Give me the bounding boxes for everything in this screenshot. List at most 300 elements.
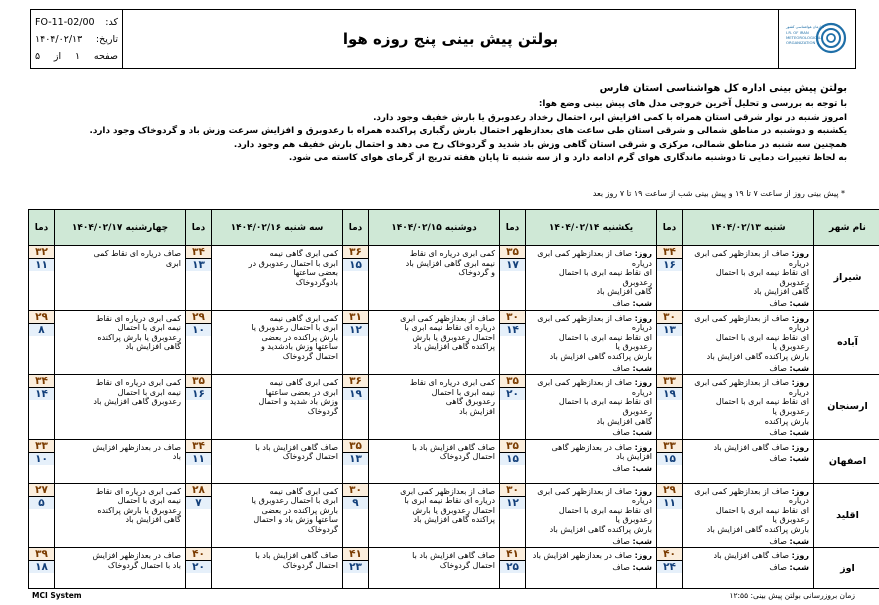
night-label: شب: [632,536,652,546]
forecast-text-line: پراکنده گاهی افزایش باد [413,515,495,525]
night-forecast [530,537,652,547]
night-forecast [687,299,809,309]
day-column-header: شنبه ۱۴۰۴/۰۲/۱۳ [683,210,814,246]
day-forecast [373,443,495,453]
day-forecast [530,443,652,462]
night-label: شب: [632,562,652,572]
day-forecast [373,551,495,561]
forecast-text-line: ای نقاط نیمه ابری با احتمال رعدوبرق یا [558,332,652,352]
logo-line1: I.R. OF IRAN [786,30,809,35]
max-temperature: ۳۵ [500,440,525,453]
system-name: MCI System [32,591,82,600]
page-label: صفحه [93,51,118,62]
min-temperature: ۱۱ [186,453,211,465]
day-column-header: دوشنبه ۱۴۰۴/۰۲/۱۵ [369,210,500,246]
day-label: روز: [634,486,652,496]
min-temperature: ۸ [29,324,54,336]
forecast-text-line: صاف از بعدازظهر کمی ابری [400,313,495,323]
forecast-description [683,375,814,440]
day-label: روز: [791,551,809,561]
forecast-text-line: ای نقاط نیمه ابری با احتمال رعدوبرق یا [715,332,809,352]
temperature-cell [186,548,212,589]
temp-column-header: دما [343,210,369,246]
forecast-table [28,209,879,589]
temperature-cell [500,439,526,483]
intro-line: به لحاظ تغییرات دمایی تا دوشنبه ماندگاری هوای گرم ادامه دارد و از سه شنبه تا پایان هفته تدریج از گرمای هوای کاسته می شود. [288,153,847,164]
forecast-text-line: بعضی ساعتها [293,268,338,278]
min-temperature: ۲۰ [186,561,211,573]
forecast-text-line: احتمال گردوخاک [282,452,338,462]
intro-line: با توجه به بررسی و تحلیل آخرین خروجی مدل های پیش بینی وضع هوا: [538,99,847,109]
forecast-description [683,483,814,548]
night-forecast [687,364,809,374]
forecast-text-line: وزش باد شدید و احتمال [258,397,338,407]
temperature-box [186,548,211,573]
temperature-box [186,440,211,465]
forecast-text-line: نیمه ابری با احتمال [117,496,181,506]
min-temperature: ۱۹ [657,388,682,400]
forecast-text-line: ابری با احتمال رعدوبرق در [248,258,338,268]
min-temperature: ۲۴ [657,561,682,573]
code-row [35,14,118,31]
min-temperature: ۹ [343,497,368,509]
max-temperature: ۳۴ [29,375,54,388]
page-current: ۱ [74,51,81,62]
forecast-description [212,439,343,483]
max-temperature: ۳۰ [500,484,525,497]
forecast-text-line: صاف گاهی افزایش باد با [255,551,338,561]
temperature-box [343,484,368,509]
forecast-text-line: دریاره ای نقاط نیمه ابری با [404,496,495,506]
forecast-description [526,246,657,311]
day-column-header: چهارشنبه ۱۴۰۴/۰۲/۱۷ [55,210,186,246]
day-forecast [687,249,809,268]
night-value: صاف [612,536,630,546]
temperature-cell [657,483,683,548]
night-forecast [687,537,809,547]
day-forecast [59,378,181,388]
day-forecast [373,378,495,388]
day-column-header: یکشنبه ۱۴۰۴/۰۲/۱۴ [526,210,657,246]
forecast-description [369,439,500,483]
forecast-text-line: صاف در بعدازظهر افزایش باد [532,551,633,561]
table-row [29,483,879,548]
forecast-text-line: صاف از بعدازظهر کمی ابری دریاره [694,249,809,268]
temperature-cell [500,375,526,440]
temperature-cell [186,310,212,375]
forecast-text-line: صاف در بعدازظهر افزایش [92,551,181,561]
forecast-text-line: صاف از بعدازظهر کمی ابری [400,486,495,496]
min-temperature: ۱۵ [500,453,525,465]
forecast-text-line: صاف از بعدازظهر کمی ابری دریاره [537,249,652,268]
max-temperature: ۳۴ [186,440,211,453]
max-temperature: ۳۱ [343,311,368,324]
temperature-cell [343,246,369,311]
day-forecast [530,314,652,333]
forecast-text-line: گاهی افزایش باد [753,287,809,297]
temperature-box [29,440,54,465]
forecast-description [212,310,343,375]
day-label: روز: [634,551,652,561]
city-name: شیراز [814,246,879,311]
forecast-text-line: دریاره ای نقاط نیمه ابری با [404,323,495,333]
day-forecast [530,249,652,268]
forecast-text-line: کمی ابری دریاره ای نقاط [409,378,495,388]
day-forecast [373,314,495,324]
day-forecast [216,443,338,453]
min-temperature: ۷ [186,497,211,509]
forecast-description [55,375,186,440]
night-forecast [530,299,652,309]
max-temperature: ۳۴ [186,246,211,259]
forecast-text-line: گردوخاک [307,406,338,416]
city-column-header: نام شهر [814,210,879,246]
forecast-description [369,246,500,311]
forecast-text-line: احتمال گردوخاک [439,452,495,462]
day-forecast [59,443,181,453]
day-label: روز: [791,249,809,258]
min-temperature: ۱۰ [186,324,211,336]
night-value: صاف [769,454,787,464]
forecast-description [526,483,657,548]
forecast-description [526,310,657,375]
page-title: بولتن پیش بینی پنج روزه هوا [123,10,779,68]
max-temperature: ۳۹ [29,548,54,561]
temperature-box [500,375,525,400]
temperature-cell [29,548,55,589]
max-temperature: ۳۰ [657,311,682,324]
day-column-header: سه شنبه ۱۴۰۴/۰۲/۱۶ [212,210,343,246]
night-label: شب: [789,562,809,572]
forecast-text-line: صاف از بعدازظهر کمی ابری دریاره [694,313,809,333]
forecast-description [55,439,186,483]
temperature-cell [343,375,369,440]
intro-line: همچنین سه شنبه در مناطق شمالی، مرکزی و شرقی استان گاهی وزش باد شدید و گردوخاک رخ می دهد و احتمال بارش خفیف هم وجود دارد. [233,139,847,150]
day-forecast [687,314,809,333]
intro-heading: بولتن پیش بینی اداره کل هواشناسی استان فارس [599,83,847,94]
forecast-text-line: صاف گاهی افزایش باد با [412,551,495,561]
night-value: صاف [769,536,787,546]
night-forecast [687,563,809,573]
night-forecast [530,464,652,474]
max-temperature: ۳۲ [29,246,54,259]
max-temperature: ۳۶ [343,246,368,259]
temperature-box [186,484,211,509]
forecast-text-line: باد با احتمال گردوخاک [107,560,181,570]
min-temperature: ۱۴ [29,388,54,400]
temperature-box [343,246,368,271]
temperature-box [657,311,682,336]
update-time-value: ۱۲:۵۵ [729,591,749,600]
forecast-time-note: * پیش بینی روز از ساعت ۷ تا ۱۹ و پیش بینی شب از ساعت ۱۹ تا ۷ روز بعد [592,189,845,198]
max-temperature: ۳۳ [29,440,54,453]
day-forecast [59,487,181,497]
table-row [29,375,879,440]
forecast-description [55,310,186,375]
document-meta [31,10,123,68]
temperature-cell [657,246,683,311]
forecast-description [369,483,500,548]
page-row [35,48,118,65]
max-temperature: ۳۵ [186,375,211,388]
max-temperature: ۳۰ [500,311,525,324]
temperature-box [186,375,211,400]
temperature-box [657,246,682,271]
intro-line: یکشنبه و دوشنبه در مناطق شمالی و شرقی استان طی ساعت های بعدازظهر احتمال بارش رگباری پراکنده همراه با رعدوبرق و افزایش سرعت وزش باد و گردوخاک وجود دارد. [89,126,847,137]
forecast-text-line: گاهی افزایش باد [125,342,181,352]
forecast-text-line: رعدوبرق یا بارش پراکنده [97,505,181,515]
temperature-cell [657,548,683,589]
forecast-text-line: رعدوبرق گاهی [445,397,495,407]
forecast-text-line: صاف گاهی افزایش باد با [255,442,338,452]
forecast-text-line: احتمال رعدوبرق یا بارش [412,332,495,342]
forecast-description [212,246,343,311]
max-temperature: ۳۵ [500,375,525,388]
night-value: صاف [769,562,787,572]
max-temperature: ۳۶ [343,375,368,388]
min-temperature: ۱۵ [657,453,682,465]
temperature-box [29,311,54,336]
forecast-text-line: ابری در بعضی ساعتها [265,387,338,397]
forecast-text-line: بارش پراکنده در بعضی [261,505,338,515]
forecast-text-line: صاف در بعدازظهر افزایش [92,442,181,452]
forecast-text-line: ای نقاط نیمه ابری با احتمال رعدوبرق یا [558,505,652,525]
temperature-box [29,548,54,573]
night-value: صاف [769,298,787,308]
forecast-text-line: ای نقاط نیمه ابری با احتمال رعدوبرق یا [715,505,809,525]
temperature-cell [186,375,212,440]
temperature-cell [657,310,683,375]
forecast-text-line: بارش پراکنده در بعضی [261,332,338,342]
temperature-box [657,440,682,465]
min-temperature: ۲۰ [500,388,525,400]
forecast-text-line: گاهی افزایش باد [596,287,652,297]
date-row [35,31,118,48]
forecast-text-line: احتمال رعدوبرق یا بارش [412,505,495,515]
forecast-text-line: صاف دریاره ای نقاط کمی [93,249,181,258]
forecast-text-line: صاف در بعدازظهر گاهی افزایش باد [551,442,652,462]
day-forecast [530,487,652,506]
city-name: ارسنجان [814,375,879,440]
code-value: FO-11-02/00 [35,17,95,28]
night-value: صاف [612,298,630,308]
night-forecast [530,563,652,573]
day-forecast [59,551,181,561]
forecast-text-line: کمی ابری دریاره ای نقاط [95,378,181,388]
night-forecast [530,364,652,374]
min-temperature: ۱۱ [29,259,54,271]
day-forecast [216,551,338,561]
day-forecast [530,551,652,561]
forecast-text-line: بارش پراکنده گاهی افزایش باد [549,525,652,535]
temperature-box [343,375,368,400]
forecast-text-line: نیمه ابری با احتمال [117,323,181,333]
intro-line: امروز شنبه در نوار شرقی استان همراه با کمی افزایش ابر، احتمال رخداد رعدوبرق یا بارش خفیف وجود دارد. [373,112,847,123]
temp-column-header: دما [29,210,55,246]
day-forecast [687,378,809,397]
night-value: صاف [769,428,787,438]
temp-column-header: دما [657,210,683,246]
forecast-description [55,246,186,311]
temperature-box [657,548,682,573]
forecast-description [369,375,500,440]
night-forecast [687,428,809,438]
max-temperature: ۳۵ [500,246,525,259]
temperature-cell [186,483,212,548]
night-label: شب: [789,454,809,464]
max-temperature: ۳۵ [343,440,368,453]
min-temperature: ۱۳ [343,453,368,465]
max-temperature: ۲۹ [657,484,682,497]
day-forecast [59,314,181,324]
night-value: صاف [612,562,630,572]
footer-divider [30,588,856,589]
night-forecast [687,454,809,464]
forecast-text-line: گاهی افزایش باد [125,515,181,525]
night-value: صاف [612,363,630,373]
min-temperature: ۱۹ [343,388,368,400]
forecast-description [526,439,657,483]
forecast-text-line: کمی ابری گاهی نیمه [269,486,338,496]
city-name: اقلید [814,483,879,548]
temperature-box [29,375,54,400]
min-temperature: ۱۸ [29,561,54,573]
forecast-text-line: کمی ابری دریاره ای نقاط [95,486,181,496]
min-temperature: ۱۴ [500,324,525,336]
temperature-cell [186,246,212,311]
night-label: شب: [789,298,809,308]
max-temperature: ۳۴ [657,246,682,259]
table-header-row [29,210,879,246]
forecast-text-line: ای نقاط نیمه ابری با احتمال رعدوبرق [715,268,809,287]
forecast-description [212,375,343,440]
forecast-text-line: احتمال گردوخاک [282,351,338,361]
forecast-text-line: بادوگردوخاک [295,277,338,287]
forecast-text-line: صاف از بعدازظهر کمی ابری دریاره [694,378,809,397]
temperature-cell [343,548,369,589]
day-forecast [216,487,338,497]
forecast-text-line: کمی ابری دریاره ای نقاط [409,249,495,258]
forecast-table-body [29,246,879,589]
temperature-box [186,311,211,336]
forecast-text-line: پراکنده گاهی افزایش باد [413,342,495,352]
night-label: شب: [789,428,809,438]
min-temperature: ۱۵ [343,259,368,271]
city-name: اوز [814,548,879,589]
min-temperature: ۱۶ [186,388,211,400]
forecast-text-line: بارش پراکنده گاهی افزایش باد [549,351,652,361]
organization-logo [779,10,855,68]
temperature-cell [500,246,526,311]
forecast-text-line: گردوخاک [307,525,338,535]
night-label: شب: [632,298,652,308]
forecast-text-line: صاف گاهی افزایش باد با [412,442,495,452]
max-temperature: ۲۹ [186,311,211,324]
forecast-text-line: باد [172,452,181,462]
forecast-description [212,483,343,548]
max-temperature: ۳۳ [657,375,682,388]
update-time [729,591,855,600]
temp-column-header: دما [186,210,212,246]
day-forecast [216,314,338,324]
date-value: ۱۴۰۴/۰۲/۱۳ [35,34,83,45]
city-name: آباده [814,310,879,375]
night-value: صاف [612,463,630,473]
forecast-text-line: کمی ابری گاهی نیمه [269,249,338,258]
night-forecast [530,428,652,438]
night-value: صاف [612,428,630,438]
min-temperature: ۱۳ [657,324,682,336]
temperature-box [343,311,368,336]
night-value: صاف [769,363,787,373]
forecast-text-line: ابری [165,258,181,268]
city-name: اصفهان [814,439,879,483]
forecast-text-line: ابری با احتمال رعدوبرق یا [251,496,338,506]
temperature-box [500,246,525,271]
temperature-cell [657,439,683,483]
forecast-text-line: و گردوخاک [458,268,495,278]
logo-line2: METEOROLOGICAL [786,35,822,40]
temp-column-header: دما [500,210,526,246]
forecast-text-line: بارش پراکنده [764,416,809,426]
page-total: ۵ [35,51,41,62]
day-forecast [216,378,338,388]
temperature-cell [29,310,55,375]
temperature-cell [29,375,55,440]
forecast-text-line: نیمه ابری گاهی افزایش باد [405,258,495,268]
day-label: روز: [791,378,809,388]
temperature-box [657,484,682,509]
forecast-text-line: صاف از بعدازظهر کمی ابری دریاره [537,486,652,506]
forecast-text-line: نیمه ابری با احتمال [117,387,181,397]
min-temperature: ۲۳ [343,561,368,573]
day-label: روز: [634,313,652,323]
night-label: شب: [789,363,809,373]
max-temperature: ۴۱ [500,548,525,561]
logo-line3: ORGANIZATION [786,40,816,45]
temperature-box [500,484,525,509]
night-label: شب: [632,463,652,473]
temperature-box [343,440,368,465]
forecast-text-line: گاهی افزایش باد [596,416,652,426]
max-temperature: ۲۷ [29,484,54,497]
day-label: روز: [634,249,652,258]
night-label: شب: [632,428,652,438]
temperature-cell [500,483,526,548]
forecast-text-line: صاف گاهی افزایش باد [713,442,790,452]
forecast-text-line: ابری با احتمال رعدوبرق یا [251,323,338,333]
date-label: تاریخ: [95,34,118,45]
temperature-cell [29,439,55,483]
page-of: از [53,51,62,62]
forecast-description [369,310,500,375]
day-forecast [687,443,809,453]
day-label: روز: [791,313,809,323]
temperature-cell [343,483,369,548]
table-row [29,439,879,483]
temperature-cell [500,310,526,375]
forecast-description [55,483,186,548]
day-label: روز: [791,442,809,452]
day-forecast [59,249,181,259]
forecast-text-line: کمی ابری گاهی نیمه [269,313,338,323]
max-temperature: ۴۰ [657,548,682,561]
day-forecast [687,487,809,506]
temperature-box [500,548,525,573]
temperature-box [500,440,525,465]
min-temperature: ۱۰ [29,453,54,465]
forecast-text-line: افزایش باد [459,406,495,416]
